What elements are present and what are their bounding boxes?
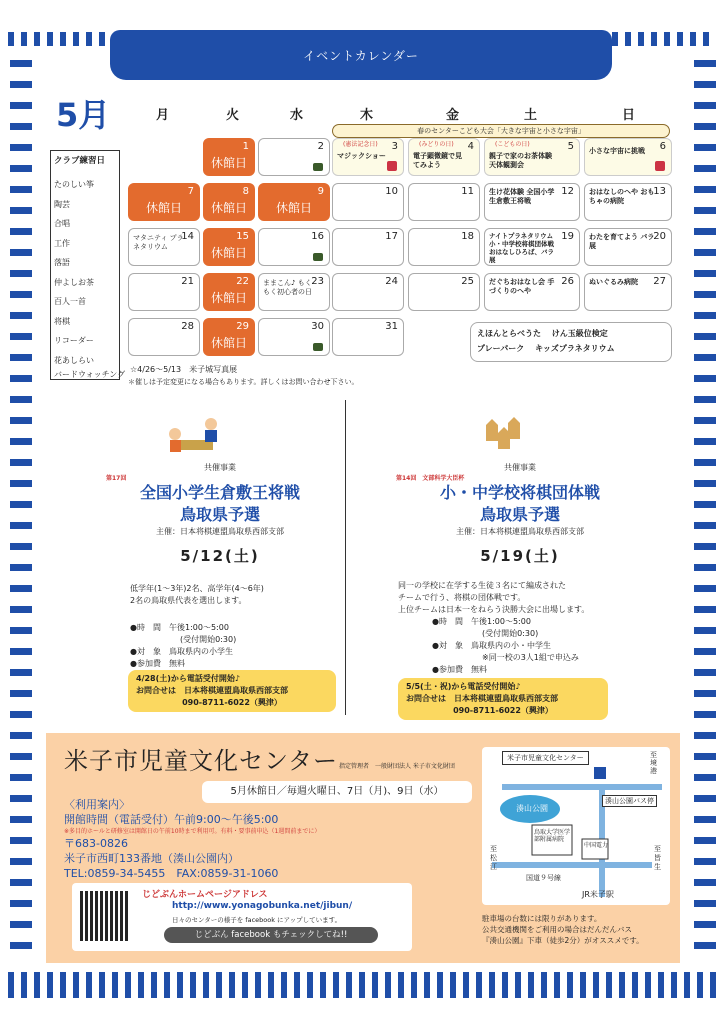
dow-label: 火 [226,108,240,123]
event-description: 同一の学校に在学する生徒３名にて編成された チームで行う、将棋の団体戦です。 上位チームは日本一をねらう決勝大会に出場します。 [398,581,590,614]
center-info [46,733,680,963]
calendar-day: 26 だぐちおはなし会 手づくりのへや [484,273,580,311]
club-item: 花あしらい [54,355,94,365]
calendar-day: (憲法記念日) 3 マジックショー [332,138,404,176]
calendar-day: 18 [408,228,480,266]
map-label: 鳥取大学医学部附属病院 [534,829,571,843]
event-details: ●時 間 午後1:00〜5:00 (受付開始0:30) ●対 象 鳥取県内の小学生 ●参加費 無料 [130,623,237,668]
dow-label: 土 [524,108,538,123]
facebook-link[interactable]: じどぶん facebook もチェックしてね!! [164,927,378,943]
club-item: 合唱 [54,219,70,228]
calendar-day: 10 [332,183,404,221]
divider [345,400,346,715]
calendar-day: 25 [408,273,480,311]
page-title: イベントカレンダー [110,30,612,80]
event-date: 5/12(土) [180,547,260,565]
schedule-note: ＊催しは予定変更になる場合もあります。詳しくはお問い合わせ下さい。 [128,378,359,386]
dow-label: 日 [622,108,636,123]
border-stripe [612,32,716,46]
event-title: 鳥取県予選 [179,505,260,524]
club-item: たのしい筝 [54,180,94,189]
event-icon [387,161,397,171]
calendar-day: 14 マタニティ プラネタリウム [128,228,200,266]
event-description: 低学年(1〜3年)2名、高学年(4〜6年) 2名の鳥取県代表を選出します。 [130,584,264,605]
calendar-day: 19 ナイトプラネタリウム 小・中学校将棋団体戦 おはなしひろば、バラ展 [484,228,580,266]
map-label: 湊山公園バス停 [602,795,657,807]
calendar-day: 16 [258,228,330,266]
calendar-day: 13 おはなしのへや おもちゃの病院 [584,183,672,221]
calendar-day: 20 わたを育てよう バラ展 [584,228,672,266]
event-title: 全国小学生倉敷王将戦 [139,483,300,502]
border-stripe [694,60,716,960]
event-date: 5/19(土) [480,547,560,565]
calendar-day: 8 休館日 [203,183,255,221]
calendar-day: 29 休館日 [203,318,255,356]
calendar-day: 22 休館日 [203,273,255,311]
event-banner: 春のセンターこども大会「大きな宇宙と小さな宇宙」 [332,124,670,138]
calendar-day: 1 休館日 [203,138,255,176]
calendar-day: (みどりの日) 4 電子顕微鏡で見てみよう [408,138,480,176]
map-label: 至境港 [650,751,657,775]
center-name: 米子市児童文化センター [64,747,339,775]
map-label: 湊山公園 [516,804,548,813]
calendar-day: 27 ぬいぐるみ病院 [584,273,672,311]
calendar-day: 30 [258,318,330,356]
operator: 指定管理者 一般財団法人 米子市文化財団 [339,763,455,770]
calendar-day: 17 [332,228,404,266]
event-host: 主催：日本将棋連盟鳥取県西部支部 [456,527,584,536]
map-label: 米子市児童文化センター [502,751,589,765]
calendar-day: 21 [128,273,200,311]
parking-note: 駐車場の台数には限りがあります。 公共交通機関をご利用の場合はだんだんバス 『湊山公園』下車（徒歩2分）がオススメです。 [482,914,644,945]
club-item: 仲よしお茶 [54,277,94,287]
dow-label: 木 [360,108,374,123]
border-stripe [8,32,108,46]
shogi-pieces-illustration [478,415,526,455]
calendar-day: 9 休館日 [258,183,330,221]
dow-label: 金 [446,108,460,123]
map-label: JR米子駅 [582,890,614,899]
map-label: 至皆生 [654,845,661,871]
club-list [50,150,126,380]
event-number: 第17回 [106,475,127,482]
club-item: 落語 [54,258,70,267]
website-link[interactable]: http://www.yonagobunka.net/jibun/ [172,901,353,911]
event-number: 第14回 文部科学大臣杯 [396,475,465,482]
closed-days: 5月休館日／毎週火曜日、7日（月)、9日（水） [202,781,472,803]
dow-label: 水 [290,108,304,123]
club-marker-icon [313,343,323,351]
dow-label: 月 [156,108,170,123]
contact-box: 4/28(土)から電話受付開始♪ お問合せは 日本将棋連盟鳥取県西部支部 090-8711-6022（興津） [128,670,336,712]
event-details: ●時 間 午後1:00〜5:00 (受付開始0:30) ●対 象 鳥取県内の小・中学生 ※同一校の3人1組で申込み ●参加費 無料 [432,617,579,674]
legend-item: キッズプラネタリウム [535,344,615,353]
calendar-day: 11 [408,183,480,221]
map-label: 国道９号線 [526,874,561,882]
qr-code-icon [80,891,130,941]
club-item: 将棋 [54,316,70,326]
kids-playing-illustration [165,412,225,458]
event-icon [655,161,665,171]
contact-box: 5/5(土・祝)から電話受付開始♪ お問合せは 日本将棋連盟鳥取県西部支部 090-8711-6022（興津） [398,678,608,720]
web-title: じどぶんホームページアドレス [142,890,268,900]
legend-item: プレーパーク [477,344,525,353]
facebook-note: 日々のセンターの様子を facebook にアップしています。 [172,916,342,924]
club-marker-icon [313,253,323,261]
event-kind: 共催事業 [504,463,536,472]
calendar-day: 31 [332,318,404,356]
event-host: 主催：日本将棋連盟鳥取県西部支部 [156,527,284,536]
legend-item: えほんとらべうた [477,329,541,338]
club-item: 工作 [54,238,70,248]
event-title: 小・中学校将棋団体戦 [439,483,600,502]
calendar-day: 7 休館日 [128,183,200,221]
club-marker-icon [313,163,323,171]
club-title: クラブ練習日 [54,156,106,166]
month-label: 5月 [56,96,111,134]
calendar-day: 24 [332,273,404,311]
event-title: 鳥取県予選 [479,505,560,524]
club-item: 百人一首 [54,297,86,306]
border-stripe [8,972,716,998]
legend-item: けん玉級位検定 [551,329,608,338]
calendar-day: 15 休館日 [203,228,255,266]
usage-guide: 〈利用案内〉 開館時間（電話受付）午前9:00〜午後5:00 ※多目的ホールと研修室は開館日の午前10時まで利用可。有料・要事前申込（1週間前までに） 〒683-0826 米子市西町133番地（湊山公園内） TEL:0859-34-5455 FAX:0859-31-1060 [64,798,321,880]
club-item: 陶芸 [54,199,70,209]
club-item: バードウォッチング [54,370,126,379]
calendar-day: 2 [258,138,330,176]
calendar-day: (こどもの日) 5 親子で家のお茶体験 天体観測会 [484,138,580,176]
website-box [72,883,412,951]
map-label: 至松江 [490,845,497,871]
calendar-day: 12 生け花体験 全国小学生倉敷王将戦 [484,183,580,221]
border-stripe [10,60,32,960]
exhibition-note: ☆4/26〜5/13 米子城写真展 [130,365,238,374]
access-map [482,747,670,905]
club-item: リコーダー [54,336,94,345]
calendar-day: 28 [128,318,200,356]
event-kind: 共催事業 [204,463,236,472]
calendar-day: 23 ままこん♪ もくもく初心者の日 [258,273,330,311]
calendar-day: 6 小さな宇宙に挑戦 [584,138,672,176]
calendar-legend [470,322,672,362]
map-label: 中国電力 [584,842,609,849]
